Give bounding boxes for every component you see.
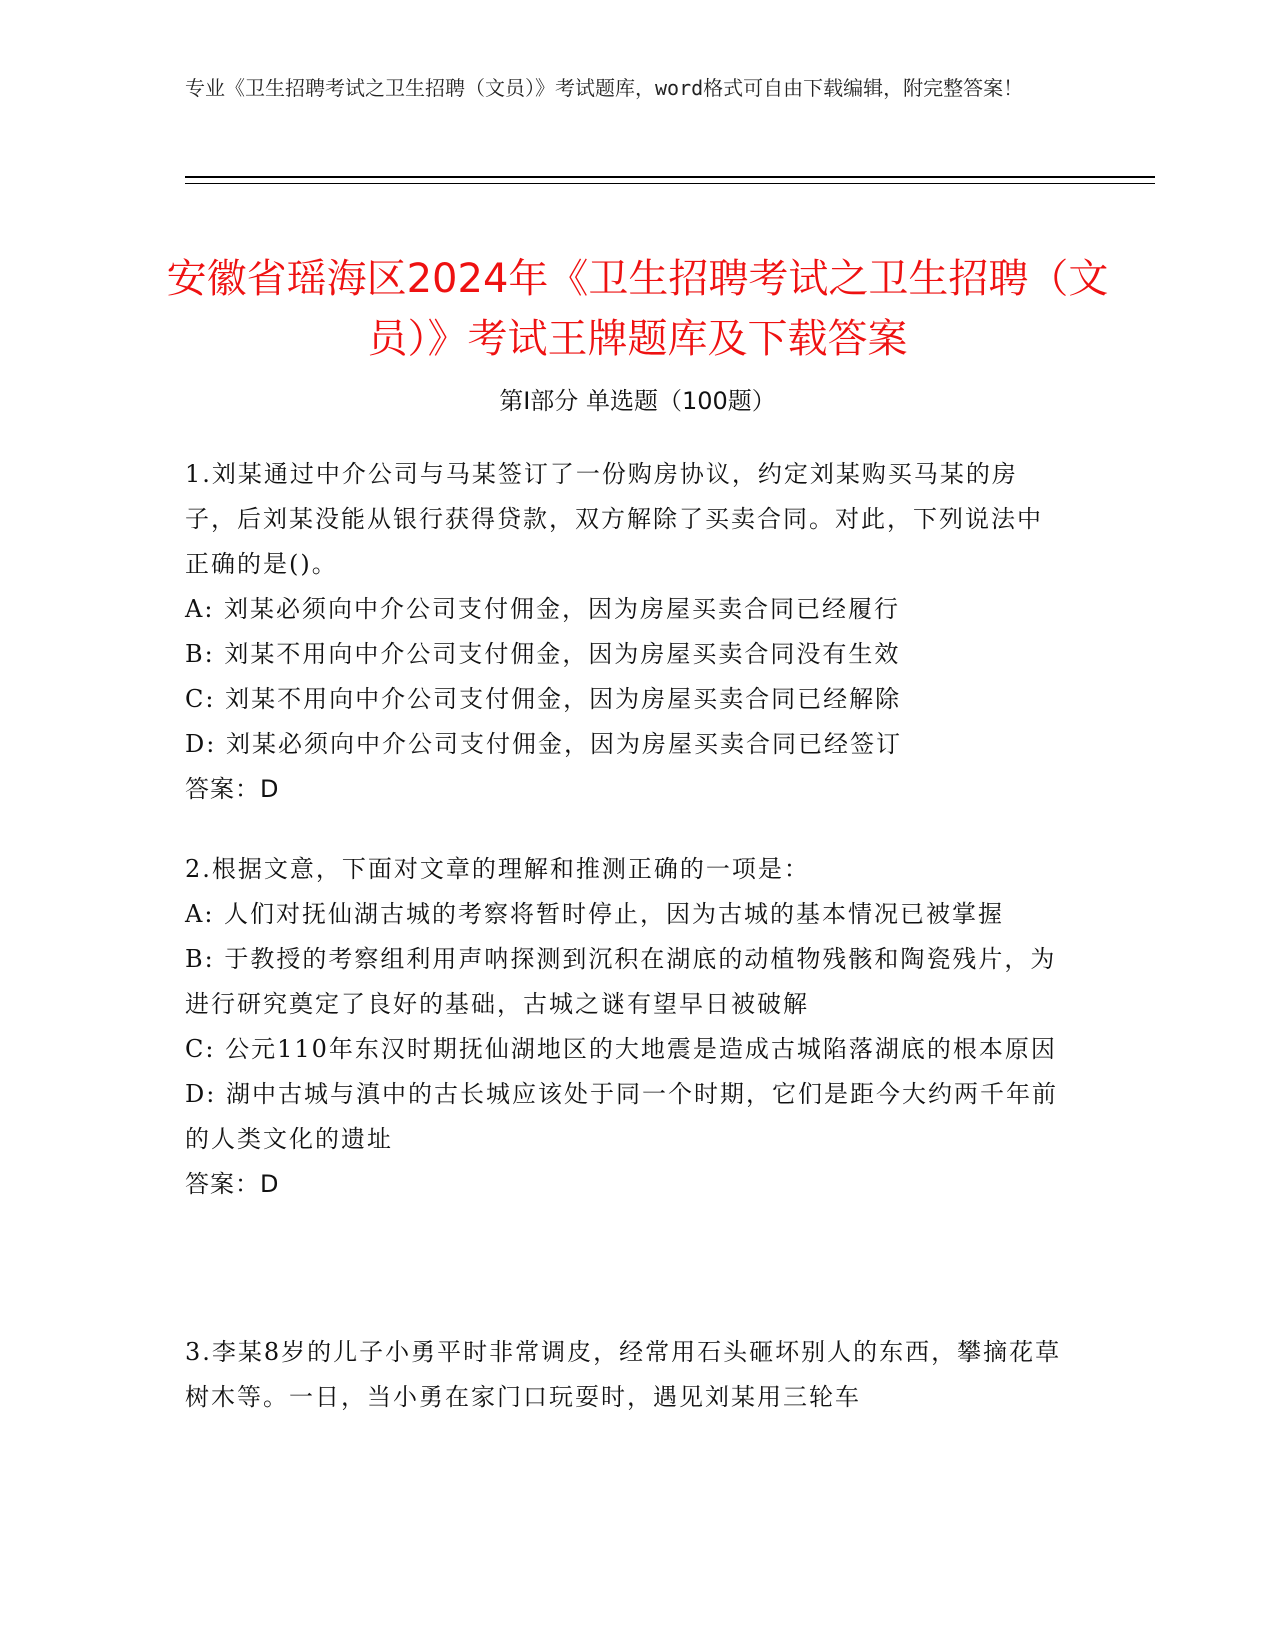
header-note: 专业《卫生招聘考试之卫生招聘（文员）》考试题库，word格式可自由下载编辑，附完整答案！ <box>185 76 1024 100</box>
question-1 <box>185 452 1065 812</box>
question-stem: 1.刘某通过中介公司与马某签订了一份购房协议，约定刘某购买马某的房子，后刘某没能从银行获得贷款，双方解除了买卖合同。对此，下列说法中正确的是()。 <box>185 460 1043 578</box>
answer-line: 答案：D <box>185 1170 280 1198</box>
option-a: A: 刘某必须向中介公司支付佣金，因为房屋买卖合同已经履行 <box>185 595 901 623</box>
answer-line: 答案：D <box>185 775 280 803</box>
section-heading: 第Ⅰ部分 单选题（100题） <box>499 387 776 415</box>
document-title: 安徽省瑶海区2024年《卫生招聘考试之卫生招聘（文员）》考试王牌题库及下载答案 <box>166 255 1109 362</box>
option-a: A: 人们对抚仙湖古城的考察将暂时停止，因为古城的基本情况已被掌握 <box>185 900 1005 928</box>
option-c: C: 公元110年东汉时期抚仙湖地区的大地震是造成古城陷落湖底的根本原因 <box>185 1035 1057 1063</box>
question-3 <box>185 1330 1065 1420</box>
header-divider-thick <box>185 176 1155 178</box>
question-stem: 3.李某8岁的儿子小勇平时非常调皮，经常用石头砸坏别人的东西，攀摘花草树木等。一日，当小勇在家门口玩耍时，遇见刘某用三轮车 <box>185 1338 1062 1411</box>
option-d: D: 刘某必须向中介公司支付佣金，因为房屋买卖合同已经签订 <box>185 730 902 758</box>
option-b: B: 于教授的考察组利用声呐探测到沉积在湖底的动植物残骸和陶瓷残片，为进行研究奠定了良好的基础，古城之谜有望早日被破解 <box>185 945 1057 1018</box>
question-2 <box>185 847 1065 1207</box>
question-stem: 2.根据文意，下面对文章的理解和推测正确的一项是： <box>185 855 810 883</box>
option-b: B: 刘某不用向中介公司支付佣金，因为房屋买卖合同没有生效 <box>185 640 901 668</box>
option-d: D: 湖中古城与滇中的古长城应该处于同一个时期，它们是距今大约两千年前的人类文化的遗址 <box>185 1080 1058 1153</box>
option-c: C: 刘某不用向中介公司支付佣金，因为房屋买卖合同已经解除 <box>185 685 902 713</box>
header-divider-thin <box>185 183 1155 184</box>
